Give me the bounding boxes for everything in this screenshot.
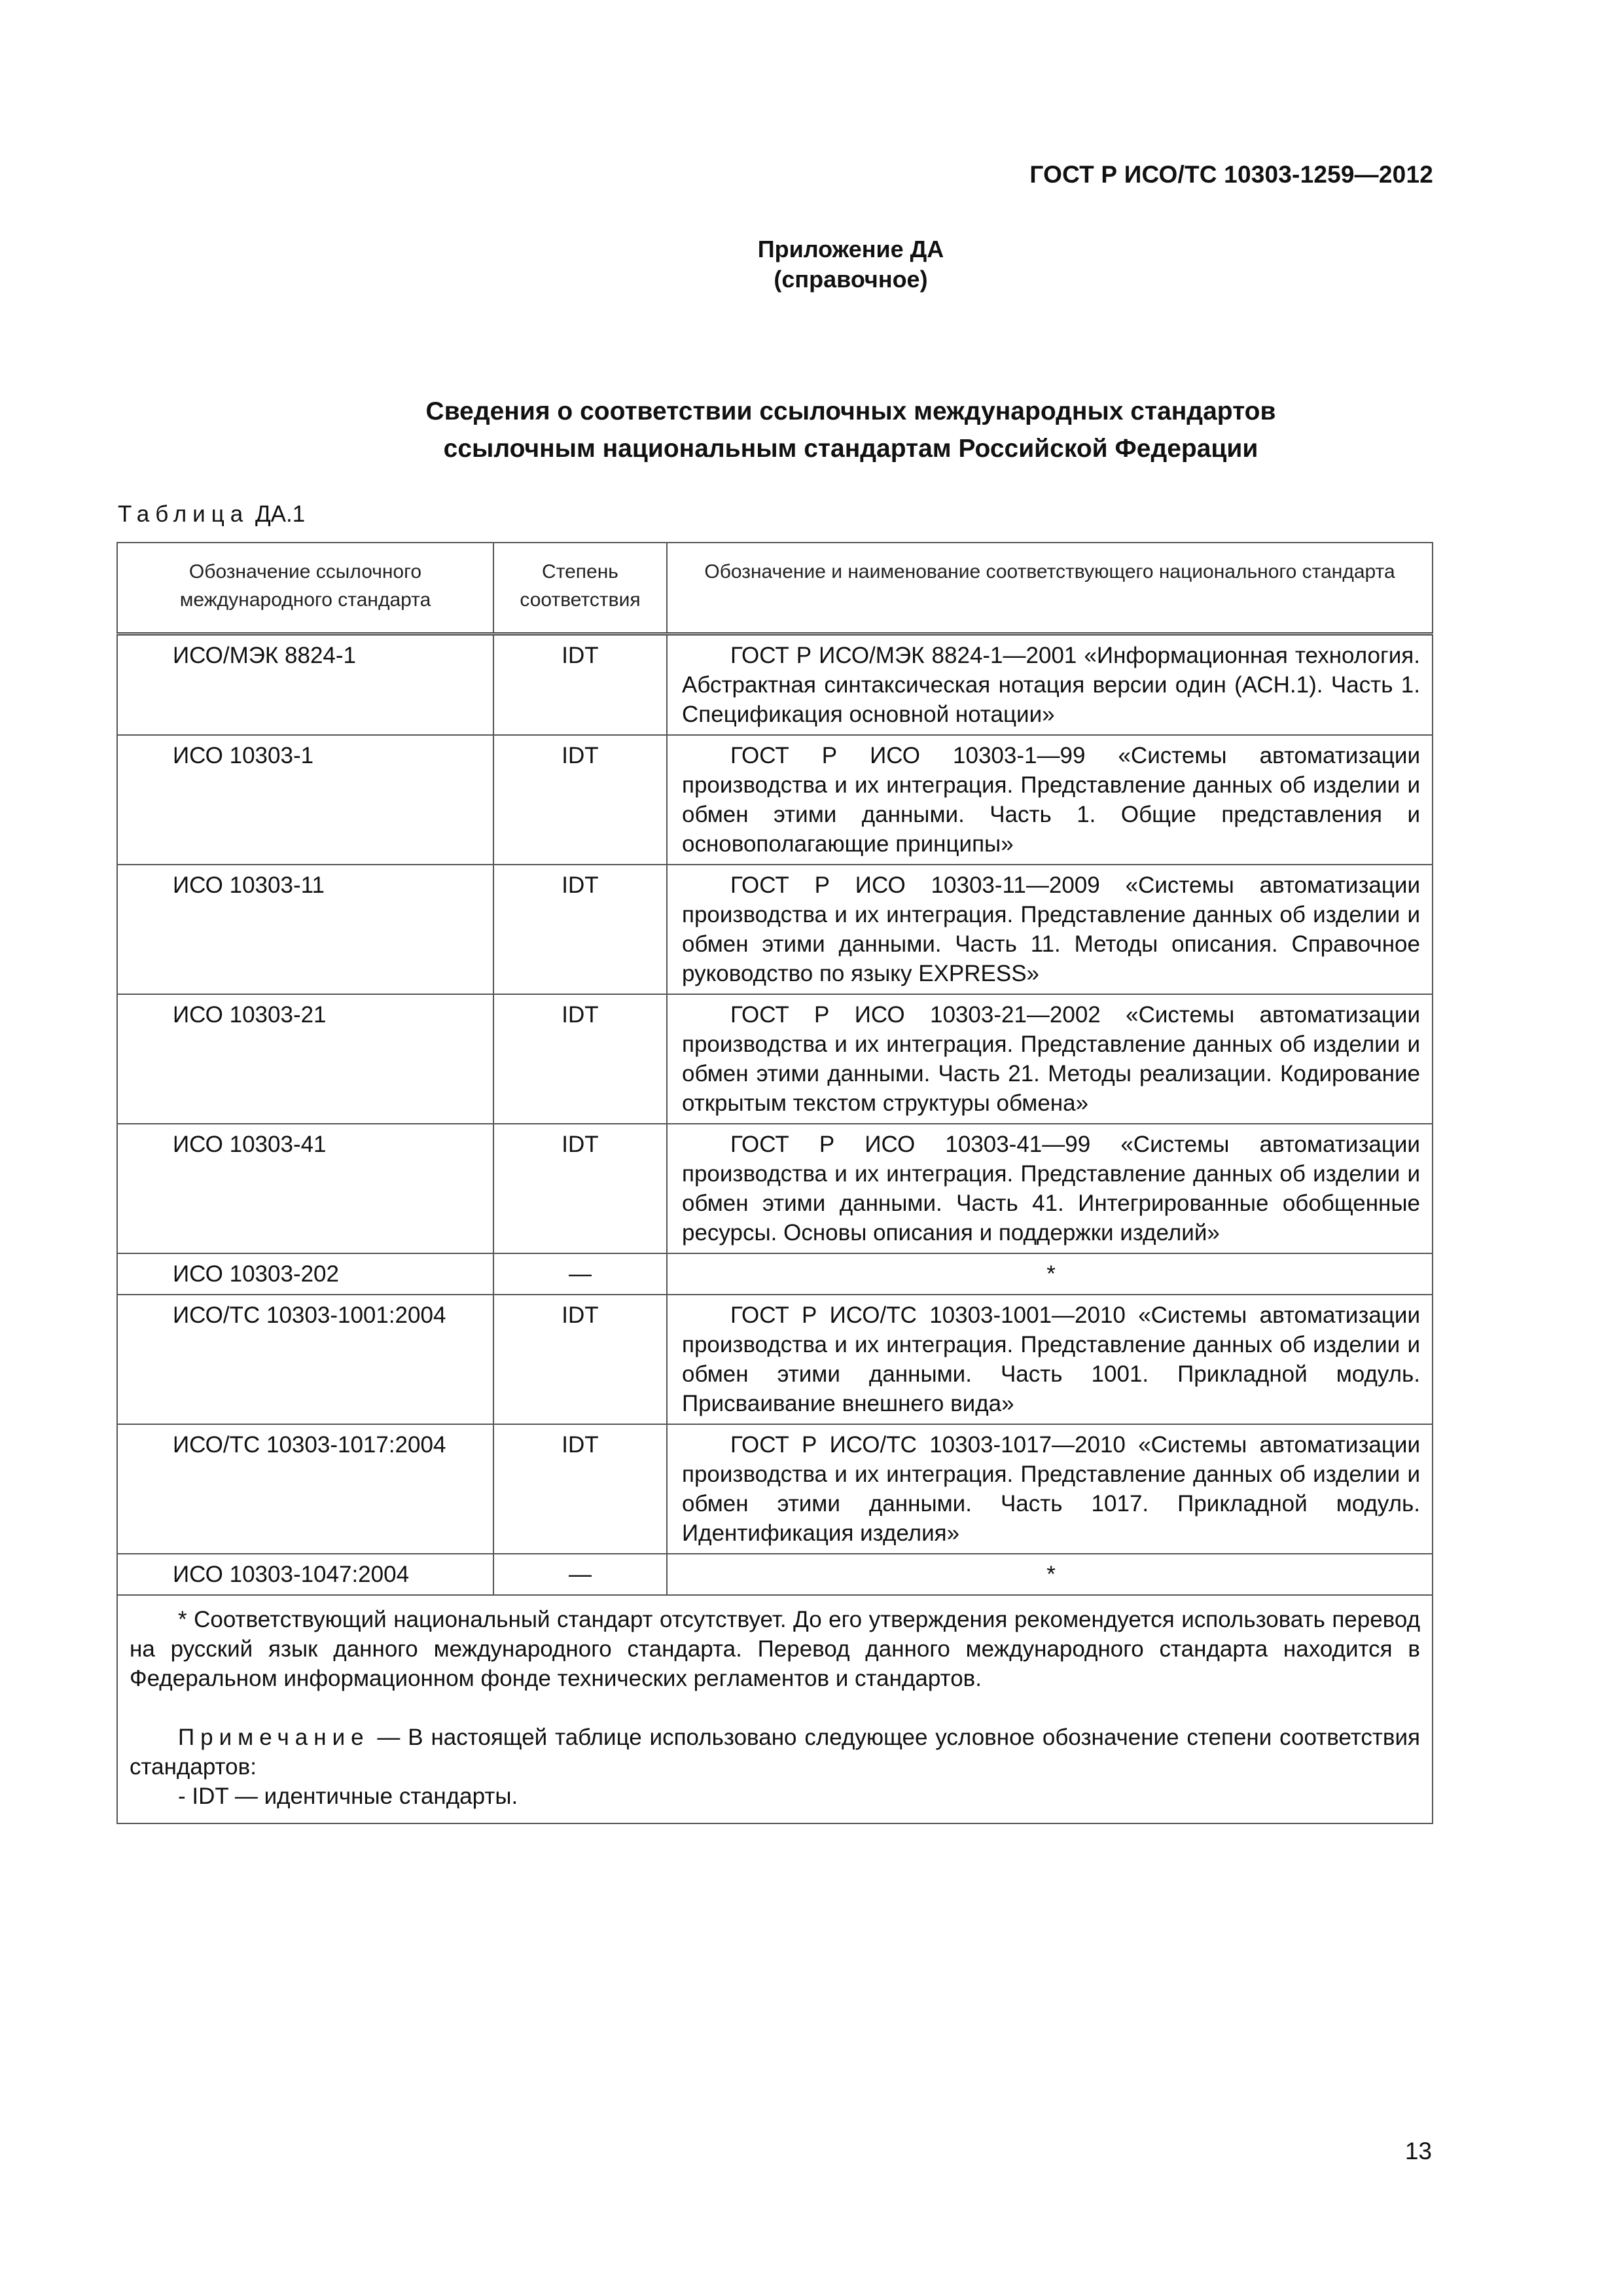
table-footnote-cell bbox=[117, 1595, 1433, 1823]
cell-international-standard: ИСО 10303-202 bbox=[117, 1253, 493, 1295]
cell-degree: IDT bbox=[493, 1124, 667, 1253]
table-row bbox=[117, 1295, 1433, 1424]
cell-international-standard: ИСО 10303-11 bbox=[117, 865, 493, 994]
column-header-degree: Степень соответствия bbox=[493, 543, 667, 634]
cell-international-standard: ИСО 10303-21 bbox=[117, 994, 493, 1124]
page-title bbox=[0, 393, 1623, 467]
cell-national-standard: * bbox=[667, 1554, 1433, 1595]
table-header-row bbox=[117, 543, 1433, 634]
page-number: 13 bbox=[1404, 2138, 1432, 2164]
table-row bbox=[117, 1554, 1433, 1595]
table-row bbox=[117, 735, 1433, 865]
cell-international-standard: ИСО 10303-1047:2004 bbox=[117, 1554, 493, 1595]
cell-national-standard: ГОСТ Р ИСО 10303-11—2009 «Системы автоматизации производства и их интеграция. Представление данных об изделии и обмен этими данными. Часть 11. Методы описания. Справочное руководство по языку EXPRESS» bbox=[667, 865, 1433, 994]
cell-degree: IDT bbox=[493, 865, 667, 994]
table-row bbox=[117, 1124, 1433, 1253]
cell-national-standard: ГОСТ Р ИСО/ТС 10303-1017—2010 «Системы автоматизации производства и их интеграция. Представление данных об изделии и обмен этими данными. Часть 1017. Прикладной модуль. Идентификация изделия» bbox=[667, 1424, 1433, 1554]
cell-international-standard: ИСО/ТС 10303-1001:2004 bbox=[117, 1295, 493, 1424]
page-title-line-2: ссылочным национальным стандартам Российской Федерации bbox=[443, 435, 1258, 463]
page-title-line-1: Сведения о соответствии ссылочных международных стандартов bbox=[425, 397, 1276, 425]
cell-national-standard: ГОСТ Р ИСО/МЭК 8824-1—2001 «Информационная технология. Абстрактная синтаксическая нотация версии один (АСН.1). Часть 1. Спецификация основной нотации» bbox=[667, 634, 1433, 736]
table-row bbox=[117, 1424, 1433, 1554]
cell-degree: — bbox=[493, 1554, 667, 1595]
standards-correspondence-table bbox=[116, 542, 1433, 1824]
table-row bbox=[117, 865, 1433, 994]
cell-degree: IDT bbox=[493, 735, 667, 865]
table-row bbox=[117, 994, 1433, 1124]
annex-title: Приложение ДА bbox=[757, 236, 944, 262]
table-caption bbox=[118, 501, 305, 528]
note-label: Примечание bbox=[178, 1725, 370, 1750]
cell-national-standard: * bbox=[667, 1253, 1433, 1295]
note-list-item: - IDT — идентичные стандарты. bbox=[178, 1784, 518, 1809]
note-text: — В настоящей таблице использовано следующее условное обозначение степени соответствия стандартов: bbox=[130, 1725, 1420, 1780]
column-header-national: Обозначение и наименование соответствующего национального стандарта bbox=[667, 543, 1433, 634]
cell-national-standard: ГОСТ Р ИСО 10303-1—99 «Системы автоматизации производства и их интеграция. Представление данных об изделии и обмен этими данными. Часть 1. Общие представления и основополагающие принципы» bbox=[667, 735, 1433, 865]
cell-international-standard: ИСО 10303-1 bbox=[117, 735, 493, 865]
cell-degree: IDT bbox=[493, 994, 667, 1124]
cell-international-standard: ИСО/МЭК 8824-1 bbox=[117, 634, 493, 736]
cell-degree: IDT bbox=[493, 1295, 667, 1424]
annex-subtitle: (справочное) bbox=[774, 266, 928, 293]
cell-international-standard: ИСО/ТС 10303-1017:2004 bbox=[117, 1424, 493, 1554]
table-footnote: * Соответствующий национальный стандарт отсутствует. До его утверждения рекомендуется использовать перевод на русский язык данного международного стандарта. Перевод данного международного стандарта находится в Федеральном информационном фонде технических регламентов и стандартов. bbox=[130, 1607, 1420, 1691]
annex-heading bbox=[0, 234, 1623, 295]
table-row bbox=[117, 634, 1433, 736]
cell-degree: IDT bbox=[493, 634, 667, 736]
cell-international-standard: ИСО 10303-41 bbox=[117, 1124, 493, 1253]
table-footer-row bbox=[117, 1595, 1433, 1823]
table-note bbox=[130, 1723, 1420, 1782]
table-caption-label: Таблица bbox=[118, 501, 249, 527]
table-caption-number: ДА.1 bbox=[255, 501, 306, 527]
cell-national-standard: ГОСТ Р ИСО/ТС 10303-1001—2010 «Системы автоматизации производства и их интеграция. Представление данных об изделии и обмен этими данными. Часть 1001. Прикладной модуль. Присваивание внешнего вида» bbox=[667, 1295, 1433, 1424]
table-row bbox=[117, 1253, 1433, 1295]
cell-national-standard: ГОСТ Р ИСО 10303-21—2002 «Системы автоматизации производства и их интеграция. Представление данных об изделии и обмен этими данными. Часть 21. Методы реализации. Кодирование открытым текстом структуры обмена» bbox=[667, 994, 1433, 1124]
column-header-international: Обозначение ссылочного международного стандарта bbox=[117, 543, 493, 634]
cell-national-standard: ГОСТ Р ИСО 10303-41—99 «Системы автоматизации производства и их интеграция. Представление данных об изделии и обмен этими данными. Часть 41. Интегрированные обобщенные ресурсы. Основы описания и поддержки изделий» bbox=[667, 1124, 1433, 1253]
document-number-header: ГОСТ Р ИСО/ТС 10303-1259—2012 bbox=[1029, 161, 1433, 188]
cell-degree: — bbox=[493, 1253, 667, 1295]
cell-degree: IDT bbox=[493, 1424, 667, 1554]
